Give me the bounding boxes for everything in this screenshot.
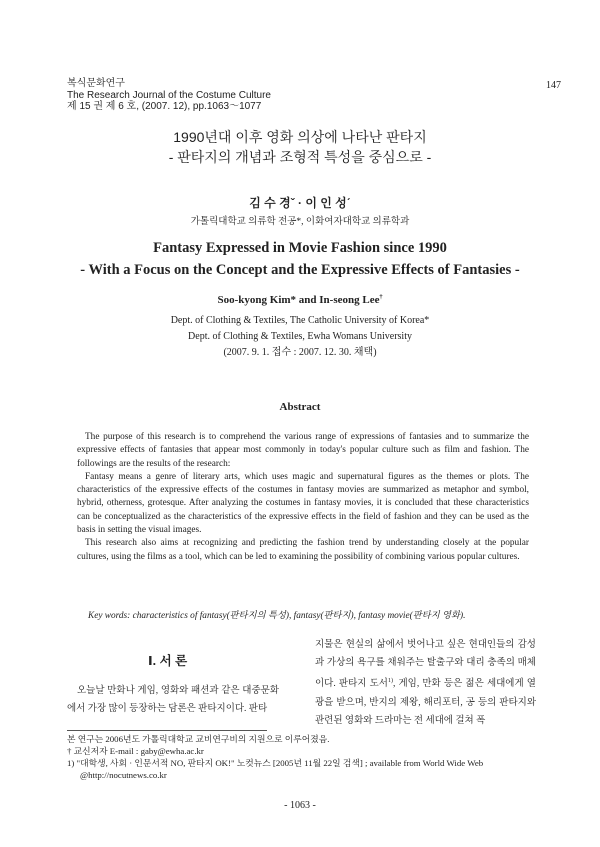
footnote-email: † 교신저자 E-mail : gaby@ewha.ac.kr — [67, 746, 204, 756]
received-accepted-dates: (2007. 9. 1. 접수 : 2007. 12. 30. 채택) — [223, 347, 377, 358]
title-kr-line1: 1990년대 이후 영화 의상에 나타난 판타지 — [173, 129, 427, 145]
title-en-line1: Fantasy Expressed in Movie Fashion since 1990 — [153, 240, 447, 256]
journal-name-en: The Research Journal of the Costume Culture — [67, 89, 271, 101]
footnote-reference: 1) "대학생, 사회 · 인문서적 NO, 판타지 OK!" 노컷뉴스 [2005년 11월 22일 검색] ; available from World Wide Web — [67, 758, 484, 768]
section-heading: Ⅰ. 서 론 — [148, 654, 188, 668]
title-kr-line2: - 판타지의 개념과 조형적 특성을 중심으로 - — [168, 149, 432, 165]
affiliation-en-1: Dept. of Clothing & Textiles, The Catholic University of Korea* — [170, 315, 430, 326]
abstract-paragraph: Fantasy means a genre of literary arts, which uses magic and supernatural figures as the themes or plots. The characteristics of the expressive effects of the costumes in fantasy movies are summarized as metaphor and symbol, hybrid, otherness, grotesque. After analyzing the costumes in fantasy movies, it is concluded that these characteristics can be conceptualized as the characteristics of the expressive effects in the field of fashion and they can be used as the basis in setting the visual images. — [77, 471, 529, 536]
page-number: 147 — [546, 80, 561, 91]
authors-kr: 김 수 경ˇ · 이 인 성ˊ — [249, 196, 351, 210]
title-en-line2: - With a Focus on the Concept and the Expressive Effects of Fantasies - — [80, 262, 520, 278]
journal-volume: 제 15 권 제 6 호, (2007. 12), pp.1063～1077 — [67, 101, 262, 112]
abstract-body — [77, 431, 529, 564]
abstract-paragraph: This research also aims at recognizing and predicting the fashion trend by understanding closely at the popular cultures, using the films as a tool, which can be led to examining the possibility of combining various popular cultures. — [77, 538, 529, 562]
right-column-part1: 지물은 현실의 삶에서 벗어나고 싶은 현대인들의 감성과 가상의 욕구를 채워주는 탈출구와 대리 충족의 매체이다. 판타지 도서 — [315, 640, 536, 690]
right-column-text — [315, 636, 536, 730]
journal-header — [67, 78, 271, 113]
left-column-text: 오늘날 만화나 게임, 영화와 패션과 같은 대중문화에서 가장 많이 등장하는 담론은 판타지이다. 판타 — [67, 686, 279, 715]
authors-en-names: Soo-kyong Kim* and In-seong Lee — [217, 294, 380, 306]
abstract-paragraph: The purpose of this research is to comprehend the various range of expressions of fantasies and to summarize the expressive effects of fantasies that appear most commonly in today's popular culture such as film and fashion. The followings are the results of the research: — [77, 432, 529, 469]
keywords: Key words: characteristics of fantasy(판타지의 특성), fantasy(판타지), fantasy movie(판타지 영화). — [88, 611, 466, 621]
page-footer: - 1063 - — [284, 800, 316, 811]
footnote-divider — [67, 730, 267, 731]
footnote-ref: 1) — [387, 678, 393, 685]
footnote-funding: 본 연구는 2006년도 가톨릭대학교 교비연구비의 지원으로 이루어졌음. — [67, 734, 330, 744]
corresponding-dagger: † — [379, 294, 383, 301]
right-column-part2: , 게임, 만화 등은 젊은 세대에게 열광을 받으며, 반지의 제왕, 해리포터, 공 등의 판타지와 관련된 영화와 드라마는 전 세대에 걸쳐 폭 — [315, 679, 536, 726]
authors-en — [0, 294, 600, 306]
affiliation-kr: 가톨릭대학교 의류학 전공*, 이화여자대학교 의류학과 — [190, 217, 410, 227]
footnote-url: @http://nocutnews.co.kr — [80, 770, 167, 780]
affiliation-en-2: Dept. of Clothing & Textiles, Ewha Womans University — [188, 331, 412, 342]
abstract-heading: Abstract — [279, 401, 321, 413]
journal-name-kr: 복식문화연구 — [67, 78, 125, 89]
